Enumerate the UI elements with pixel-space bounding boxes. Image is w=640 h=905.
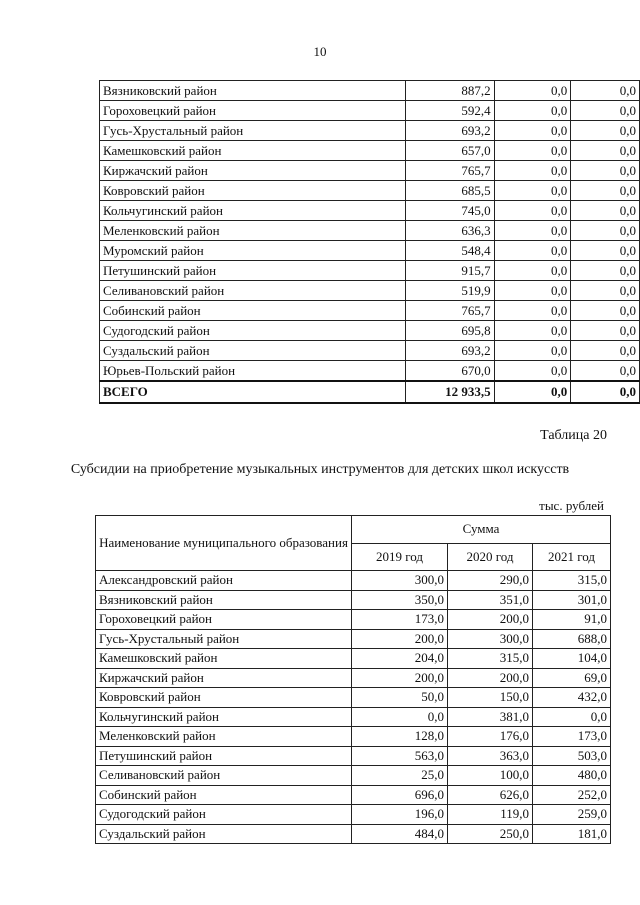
value-cell: 657,0: [406, 141, 494, 161]
value-cell: 693,2: [406, 121, 494, 141]
table-row: [96, 668, 611, 688]
value-cell: 693,2: [406, 341, 494, 361]
value-cell: 252,0: [533, 785, 611, 805]
value-cell: 119,0: [448, 805, 533, 825]
value-cell: 128,0: [352, 727, 448, 747]
value-cell: 204,0: [352, 649, 448, 669]
value-cell: 0,0: [494, 321, 571, 341]
value-cell: 519,9: [406, 281, 494, 301]
value-cell: 91,0: [533, 610, 611, 630]
value-cell: 363,0: [448, 746, 533, 766]
municipality-cell: Ковровский район: [96, 688, 352, 708]
value-cell: 548,4: [406, 241, 494, 261]
value-cell: 176,0: [448, 727, 533, 747]
value-cell: 0,0: [571, 181, 640, 201]
value-cell: 0,0: [494, 341, 571, 361]
table-row: [100, 361, 640, 382]
value-cell: 0,0: [571, 81, 640, 101]
municipality-cell: Судогодский район: [96, 805, 352, 825]
table-row: [100, 121, 640, 141]
value-cell: 765,7: [406, 301, 494, 321]
table-row: [100, 81, 640, 101]
table-row: [96, 610, 611, 630]
value-cell: 0,0: [571, 261, 640, 281]
municipality-cell: ВСЕГО: [100, 381, 406, 403]
value-cell: 915,7: [406, 261, 494, 281]
header-year: 2021 год: [533, 543, 611, 571]
page-number: 10: [313, 44, 327, 59]
value-cell: 685,5: [406, 181, 494, 201]
value-cell: 480,0: [533, 766, 611, 786]
value-cell: 200,0: [352, 629, 448, 649]
table-row: [100, 161, 640, 181]
table-row: [100, 301, 640, 321]
header-sum: Сумма: [352, 516, 611, 544]
value-cell: 887,2: [406, 81, 494, 101]
value-cell: 173,0: [533, 727, 611, 747]
value-cell: 0,0: [571, 201, 640, 221]
value-cell: 196,0: [352, 805, 448, 825]
table-row: [96, 805, 611, 825]
table-music-instruments: [95, 515, 611, 844]
value-cell: 0,0: [494, 121, 571, 141]
municipality-cell: Камешковский район: [96, 649, 352, 669]
value-cell: 0,0: [494, 161, 571, 181]
value-cell: 695,8: [406, 321, 494, 341]
value-cell: 350,0: [352, 590, 448, 610]
table-row: [96, 590, 611, 610]
value-cell: 0,0: [352, 707, 448, 727]
value-cell: 0,0: [494, 141, 571, 161]
value-cell: 200,0: [448, 610, 533, 630]
value-cell: 301,0: [533, 590, 611, 610]
table-row: [100, 261, 640, 281]
value-cell: 0,0: [494, 301, 571, 321]
municipality-cell: Муромский район: [100, 241, 406, 261]
municipality-cell: Селивановский район: [96, 766, 352, 786]
table-label: Таблица 20: [540, 428, 607, 443]
municipality-cell: Киржачский район: [96, 668, 352, 688]
value-cell: 0,0: [571, 161, 640, 181]
table-row: [96, 766, 611, 786]
municipality-cell: Меленковский район: [96, 727, 352, 747]
table-row: [96, 785, 611, 805]
table-row: [96, 746, 611, 766]
municipality-cell: Вязниковский район: [96, 590, 352, 610]
value-cell: 592,4: [406, 101, 494, 121]
value-cell: 765,7: [406, 161, 494, 181]
value-cell: 250,0: [448, 824, 533, 844]
value-cell: 200,0: [352, 668, 448, 688]
value-cell: 300,0: [448, 629, 533, 649]
value-cell: 0,0: [571, 121, 640, 141]
header-row: [96, 516, 611, 544]
municipality-cell: Гусь-Хрустальный район: [100, 121, 406, 141]
municipality-cell: Собинский район: [96, 785, 352, 805]
value-cell: 181,0: [533, 824, 611, 844]
value-cell: 0,0: [571, 381, 640, 403]
municipality-cell: Гороховецкий район: [96, 610, 352, 630]
table2-body: [96, 571, 611, 844]
municipality-cell: Киржачский район: [100, 161, 406, 181]
value-cell: 381,0: [448, 707, 533, 727]
value-cell: 696,0: [352, 785, 448, 805]
value-cell: 0,0: [494, 281, 571, 301]
value-cell: 0,0: [494, 221, 571, 241]
value-cell: 0,0: [494, 101, 571, 121]
table-row: [96, 649, 611, 669]
header-year: 2019 год: [352, 543, 448, 571]
value-cell: 0,0: [571, 241, 640, 261]
value-cell: 315,0: [448, 649, 533, 669]
value-cell: 0,0: [494, 81, 571, 101]
table-row: [96, 824, 611, 844]
value-cell: 0,0: [571, 361, 640, 382]
table-row: [100, 141, 640, 161]
value-cell: 0,0: [533, 707, 611, 727]
municipality-cell: Александровский район: [96, 571, 352, 591]
municipality-cell: Кольчугинский район: [96, 707, 352, 727]
municipality-cell: Петушинский район: [100, 261, 406, 281]
header-year: 2020 год: [448, 543, 533, 571]
table-row: [100, 321, 640, 341]
value-cell: 69,0: [533, 668, 611, 688]
value-cell: 0,0: [571, 341, 640, 361]
municipality-cell: Юрьев-Польский район: [100, 361, 406, 382]
table-row: [100, 201, 640, 221]
value-cell: 745,0: [406, 201, 494, 221]
table-row: [100, 341, 640, 361]
value-cell: 351,0: [448, 590, 533, 610]
table-row: [100, 281, 640, 301]
table-row: [96, 629, 611, 649]
municipality-cell: Суздальский район: [96, 824, 352, 844]
municipality-cell: Гороховецкий район: [100, 101, 406, 121]
table-budget-continued: [99, 80, 640, 404]
value-cell: 0,0: [571, 141, 640, 161]
value-cell: 0,0: [571, 101, 640, 121]
value-cell: 300,0: [352, 571, 448, 591]
unit-label: тыс. рублей: [539, 498, 604, 513]
value-cell: 290,0: [448, 571, 533, 591]
value-cell: 563,0: [352, 746, 448, 766]
value-cell: 0,0: [571, 221, 640, 241]
value-cell: 0,0: [494, 261, 571, 281]
table-row: [100, 381, 640, 403]
table-row: [100, 241, 640, 261]
table-row: [96, 727, 611, 747]
municipality-cell: Гусь-Хрустальный район: [96, 629, 352, 649]
municipality-cell: Камешковский район: [100, 141, 406, 161]
value-cell: 626,0: [448, 785, 533, 805]
municipality-cell: Меленковский район: [100, 221, 406, 241]
value-cell: 670,0: [406, 361, 494, 382]
municipality-cell: Петушинский район: [96, 746, 352, 766]
municipality-cell: Судогодский район: [100, 321, 406, 341]
table-row: [96, 688, 611, 708]
value-cell: 503,0: [533, 746, 611, 766]
value-cell: 315,0: [533, 571, 611, 591]
value-cell: 150,0: [448, 688, 533, 708]
municipality-cell: Вязниковский район: [100, 81, 406, 101]
value-cell: 484,0: [352, 824, 448, 844]
header-municipality: Наименование муниципального образования: [96, 516, 352, 571]
table-row: [96, 571, 611, 591]
value-cell: 0,0: [494, 361, 571, 382]
value-cell: 0,0: [494, 381, 571, 403]
value-cell: 0,0: [571, 281, 640, 301]
value-cell: 12 933,5: [406, 381, 494, 403]
municipality-cell: Ковровский район: [100, 181, 406, 201]
value-cell: 636,3: [406, 221, 494, 241]
table-row: [96, 707, 611, 727]
value-cell: 200,0: [448, 668, 533, 688]
value-cell: 50,0: [352, 688, 448, 708]
municipality-cell: Суздальский район: [100, 341, 406, 361]
table1-body: [100, 81, 640, 404]
table-title: Субсидии на приобретение музыкальных инструментов для детских школ искусств: [70, 462, 570, 477]
value-cell: 259,0: [533, 805, 611, 825]
table-row: [100, 221, 640, 241]
value-cell: 0,0: [494, 241, 571, 261]
value-cell: 432,0: [533, 688, 611, 708]
municipality-cell: Селивановский район: [100, 281, 406, 301]
table-row: [100, 181, 640, 201]
municipality-cell: Кольчугинский район: [100, 201, 406, 221]
value-cell: 0,0: [571, 321, 640, 341]
value-cell: 173,0: [352, 610, 448, 630]
municipality-cell: Собинский район: [100, 301, 406, 321]
value-cell: 25,0: [352, 766, 448, 786]
value-cell: 688,0: [533, 629, 611, 649]
value-cell: 104,0: [533, 649, 611, 669]
value-cell: 0,0: [494, 201, 571, 221]
value-cell: 100,0: [448, 766, 533, 786]
value-cell: 0,0: [571, 301, 640, 321]
value-cell: 0,0: [494, 181, 571, 201]
table-row: [100, 101, 640, 121]
